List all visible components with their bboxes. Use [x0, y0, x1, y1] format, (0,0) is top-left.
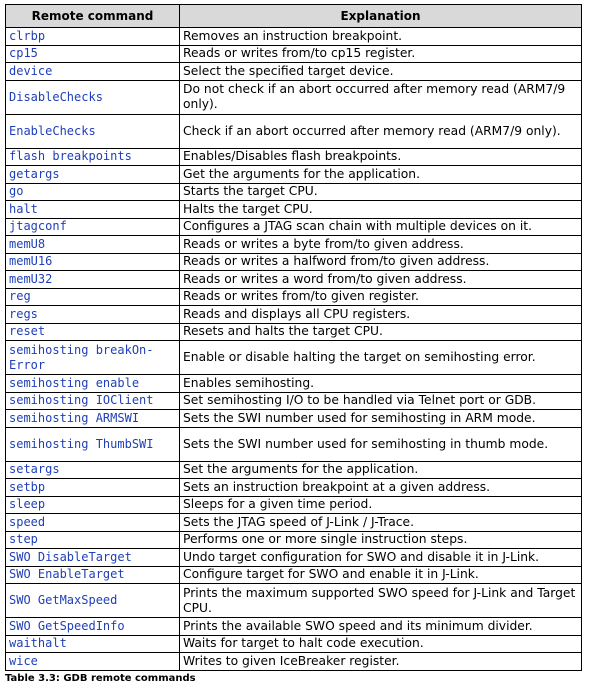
- table-row: [6, 392, 582, 410]
- command-cell: reg: [6, 288, 180, 306]
- explanation-cell: Sets the JTAG speed of J-Link / J-Trace.: [180, 514, 582, 532]
- header-explanation: Explanation: [180, 5, 582, 28]
- table-row: [6, 566, 582, 584]
- explanation-cell: Enables/Disables flash breakpoints.: [180, 148, 582, 166]
- table-row: [6, 201, 582, 219]
- explanation-cell: Reads or writes a word from/to given address.: [180, 271, 582, 289]
- command-cell: halt: [6, 201, 180, 219]
- table-header-row: [6, 5, 582, 28]
- explanation-cell: Select the specified target device.: [180, 63, 582, 81]
- command-cell: cp15: [6, 45, 180, 63]
- command-cell: flash breakpoints: [6, 148, 180, 166]
- explanation-cell: Set the arguments for the application.: [180, 461, 582, 479]
- document: [5, 4, 581, 684]
- command-cell: step: [6, 531, 180, 549]
- table-row: [6, 653, 582, 671]
- table-row: [6, 341, 582, 375]
- command-cell: semihosting ARMSWI: [6, 410, 180, 428]
- explanation-cell: Reads or writes a byte from/to given address.: [180, 236, 582, 254]
- table-row: [6, 183, 582, 201]
- table-row: [6, 148, 582, 166]
- table-row: [6, 45, 582, 63]
- explanation-cell: Prints the maximum supported SWO speed for J-Link and Target CPU.: [180, 584, 582, 618]
- table-row: [6, 461, 582, 479]
- command-cell: semihosting ThumbSWI: [6, 427, 180, 461]
- explanation-cell: Undo target configuration for SWO and disable it in J-Link.: [180, 549, 582, 567]
- command-cell: semihosting breakOn-Error: [6, 341, 180, 375]
- command-cell: speed: [6, 514, 180, 532]
- command-cell: go: [6, 183, 180, 201]
- command-cell: memU32: [6, 271, 180, 289]
- table-row: [6, 549, 582, 567]
- header-remote-command: Remote command: [6, 5, 180, 28]
- table-row: [6, 496, 582, 514]
- explanation-cell: Enable or disable halting the target on semihosting error.: [180, 341, 582, 375]
- explanation-cell: Sets the SWI number used for semihosting in thumb mode.: [180, 427, 582, 461]
- explanation-cell: Get the arguments for the application.: [180, 166, 582, 184]
- table-row: [6, 288, 582, 306]
- gdb-remote-commands-table: [5, 4, 582, 671]
- table-row: [6, 410, 582, 428]
- command-cell: EnableChecks: [6, 114, 180, 148]
- explanation-cell: Waits for target to halt code execution.: [180, 635, 582, 653]
- command-cell: regs: [6, 306, 180, 324]
- explanation-cell: Check if an abort occurred after memory read (ARM7/9 only).: [180, 114, 582, 148]
- table-caption: Table 3.3: GDB remote commands: [5, 672, 196, 684]
- table-row: [6, 306, 582, 324]
- command-cell: wice: [6, 653, 180, 671]
- command-cell: semihosting IOClient: [6, 392, 180, 410]
- explanation-cell: Starts the target CPU.: [180, 183, 582, 201]
- command-cell: memU8: [6, 236, 180, 254]
- explanation-cell: Resets and halts the target CPU.: [180, 323, 582, 341]
- table-row: [6, 28, 582, 46]
- command-cell: semihosting enable: [6, 375, 180, 393]
- explanation-cell: Removes an instruction breakpoint.: [180, 28, 582, 46]
- explanation-cell: Sleeps for a given time period.: [180, 496, 582, 514]
- command-cell: reset: [6, 323, 180, 341]
- explanation-cell: Set semihosting I/O to be handled via Telnet port or GDB.: [180, 392, 582, 410]
- command-cell: sleep: [6, 496, 180, 514]
- explanation-cell: Configures a JTAG scan chain with multiple devices on it.: [180, 218, 582, 236]
- table-row: [6, 271, 582, 289]
- explanation-cell: Prints the available SWO speed and its minimum divider.: [180, 618, 582, 636]
- explanation-cell: Sets the SWI number used for semihosting in ARM mode.: [180, 410, 582, 428]
- table-row: [6, 323, 582, 341]
- table-row: [6, 253, 582, 271]
- explanation-cell: Do not check if an abort occurred after memory read (ARM7/9 only).: [180, 80, 582, 114]
- command-cell: DisableChecks: [6, 80, 180, 114]
- explanation-cell: Halts the target CPU.: [180, 201, 582, 219]
- explanation-cell: Reads and displays all CPU registers.: [180, 306, 582, 324]
- command-cell: device: [6, 63, 180, 81]
- command-cell: clrbp: [6, 28, 180, 46]
- table-row: [6, 218, 582, 236]
- table-row: [6, 514, 582, 532]
- table-row: [6, 479, 582, 497]
- command-cell: SWO DisableTarget: [6, 549, 180, 567]
- command-cell: jtagconf: [6, 218, 180, 236]
- command-cell: SWO GetSpeedInfo: [6, 618, 180, 636]
- explanation-cell: Sets an instruction breakpoint at a given address.: [180, 479, 582, 497]
- command-cell: memU16: [6, 253, 180, 271]
- command-cell: SWO EnableTarget: [6, 566, 180, 584]
- table-body: [6, 28, 582, 671]
- explanation-cell: Reads or writes from/to cp15 register.: [180, 45, 582, 63]
- table-row: [6, 531, 582, 549]
- explanation-cell: Configure target for SWO and enable it in J-Link.: [180, 566, 582, 584]
- table-row: [6, 114, 582, 148]
- table-row: [6, 80, 582, 114]
- table-row: [6, 63, 582, 81]
- table-row: [6, 635, 582, 653]
- table-row: [6, 618, 582, 636]
- explanation-cell: Reads or writes from/to given register.: [180, 288, 582, 306]
- explanation-cell: Reads or writes a halfword from/to given address.: [180, 253, 582, 271]
- table-row: [6, 584, 582, 618]
- explanation-cell: Enables semihosting.: [180, 375, 582, 393]
- command-cell: getargs: [6, 166, 180, 184]
- table-row: [6, 427, 582, 461]
- explanation-cell: Writes to given IceBreaker register.: [180, 653, 582, 671]
- command-cell: setbp: [6, 479, 180, 497]
- table-row: [6, 375, 582, 393]
- command-cell: waithalt: [6, 635, 180, 653]
- table-row: [6, 166, 582, 184]
- table-row: [6, 236, 582, 254]
- explanation-cell: Performs one or more single instruction steps.: [180, 531, 582, 549]
- command-cell: setargs: [6, 461, 180, 479]
- command-cell: SWO GetMaxSpeed: [6, 584, 180, 618]
